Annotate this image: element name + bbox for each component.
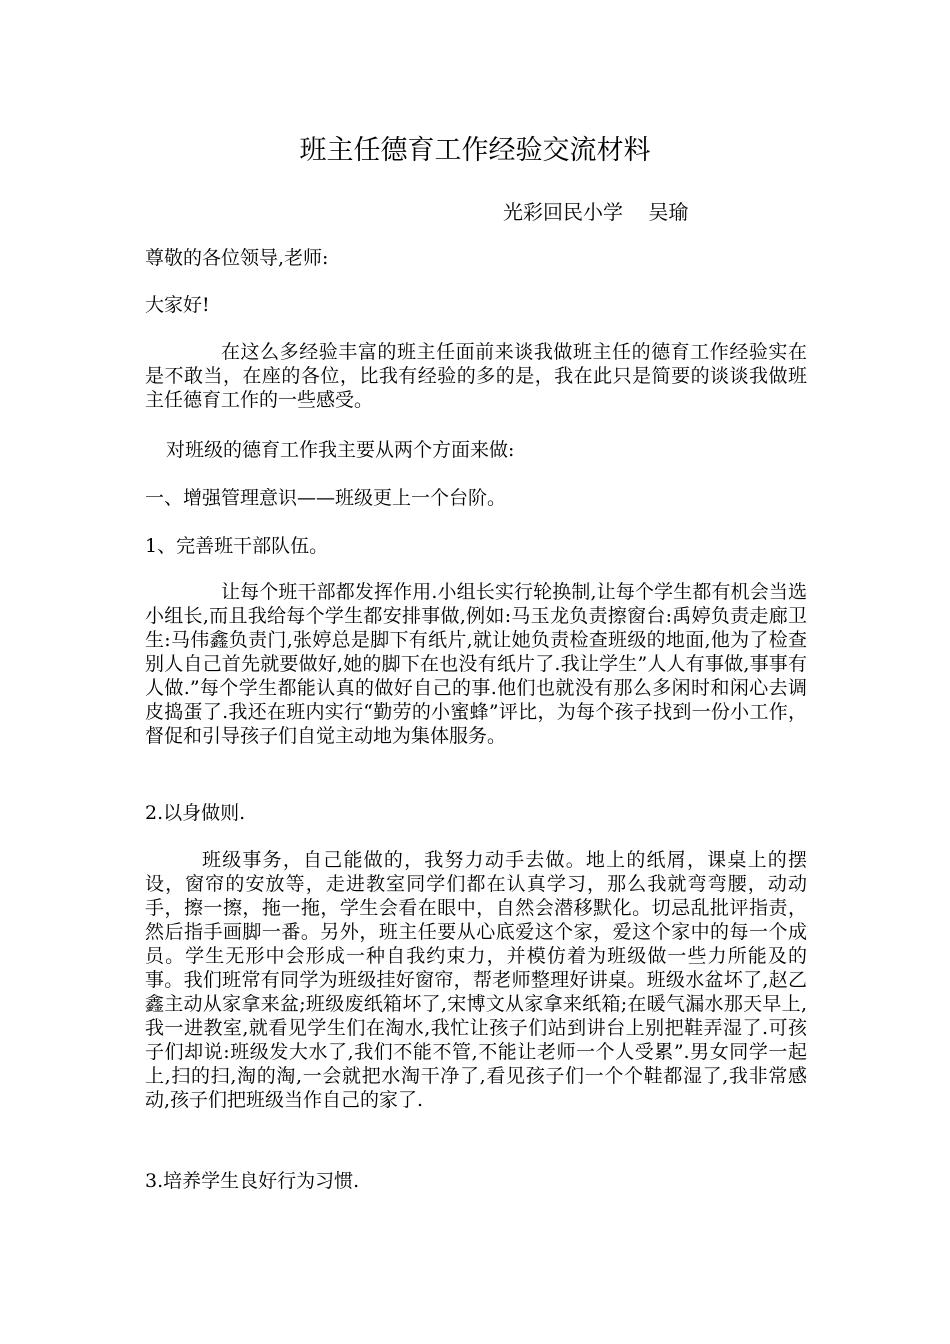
document-title: 班主任德育工作经验交流材料 <box>299 135 651 166</box>
item-heading-2: 2.以身做则. <box>145 802 246 824</box>
item-body-1: 让每个班干部都发挥作用.小组长实行轮换制,让每个学生都有机会当选小组长,而且我给每个学生都安排事做,例如:马玉龙负责擦窗台:禹婷负责走廊卫生:马伟鑫负责门,张婷总是脚下有纸片,就让她负责检查班级的地面,他为了检查别人自己首先就要做好,她的脚下在也没有纸片了.我让学生”人人有事做,事事有人做.”每个学生都能认真的做好自己的事.他们也就没有那么多闲时和闲心去调皮捣蛋了.我还在班内实行“勤劳的小蜜蜂”评比，为每个孩子找到一份小工作，督促和引导孩子们自觉主动地为集体服务。 <box>145 581 807 747</box>
section-heading: 一、增强管理意识——班级更上一个台阶。 <box>145 487 507 509</box>
item-heading-3: 3.培养学生良好行为习惯. <box>145 1170 360 1192</box>
overview-line: 对班级的德育工作我主要从两个方面来做: <box>166 439 515 461</box>
salutation: 尊敬的各位领导,老师: <box>145 247 329 269</box>
item-heading-1: 1、完善班干部队伍。 <box>145 535 329 557</box>
item-body-2: 班级事务，自己能做的，我努力动手去做。地上的纸屑，课桌上的摆设，窗帘的安放等，走进教室同学们都在认真学习，那么我就弯弯腰，动动手，擦一擦，拖一拖，学生会看在眼中，自然会潜移默化。切忌乱批评指责，然后指手画脚一番。另外，班主任要从心底爱这个家，爱这个家中的每一个成员。学生无形中会形成一种自我约束力，并模仿着为班级做一些力所能及的事。我们班常有同学为班级挂好窗帘，帮老师整理好讲桌。班级水盆坏了,赵乙鑫主动从家拿来盆;班级废纸箱坏了,宋博文从家拿来纸箱;在暖气漏水那天早上,我一进教室,就看见学生们在淘水,我忙让孩子们站到讲台上别把鞋弄湿了.可孩子们却说:班级发大水了,我们不能不管,不能让老师一个人受累”.男女同学一起上,扫的扫,淘的淘,一会就把水淘干净了,看见孩子们一个个鞋都湿了,我非常感动,孩子们把班级当作自己的家了. <box>145 849 807 1111</box>
intro-paragraph: 在这么多经验丰富的班主任面前来谈我做班主任的德育工作经验实在是不敢当，在座的各位，比我有经验的多的是，我在此只是简要的谈谈我做班主任德育工作的一些感受。 <box>145 341 807 411</box>
greeting: 大家好! <box>145 294 210 316</box>
author-line: 光彩回民小学 吴瑜 <box>503 200 689 224</box>
